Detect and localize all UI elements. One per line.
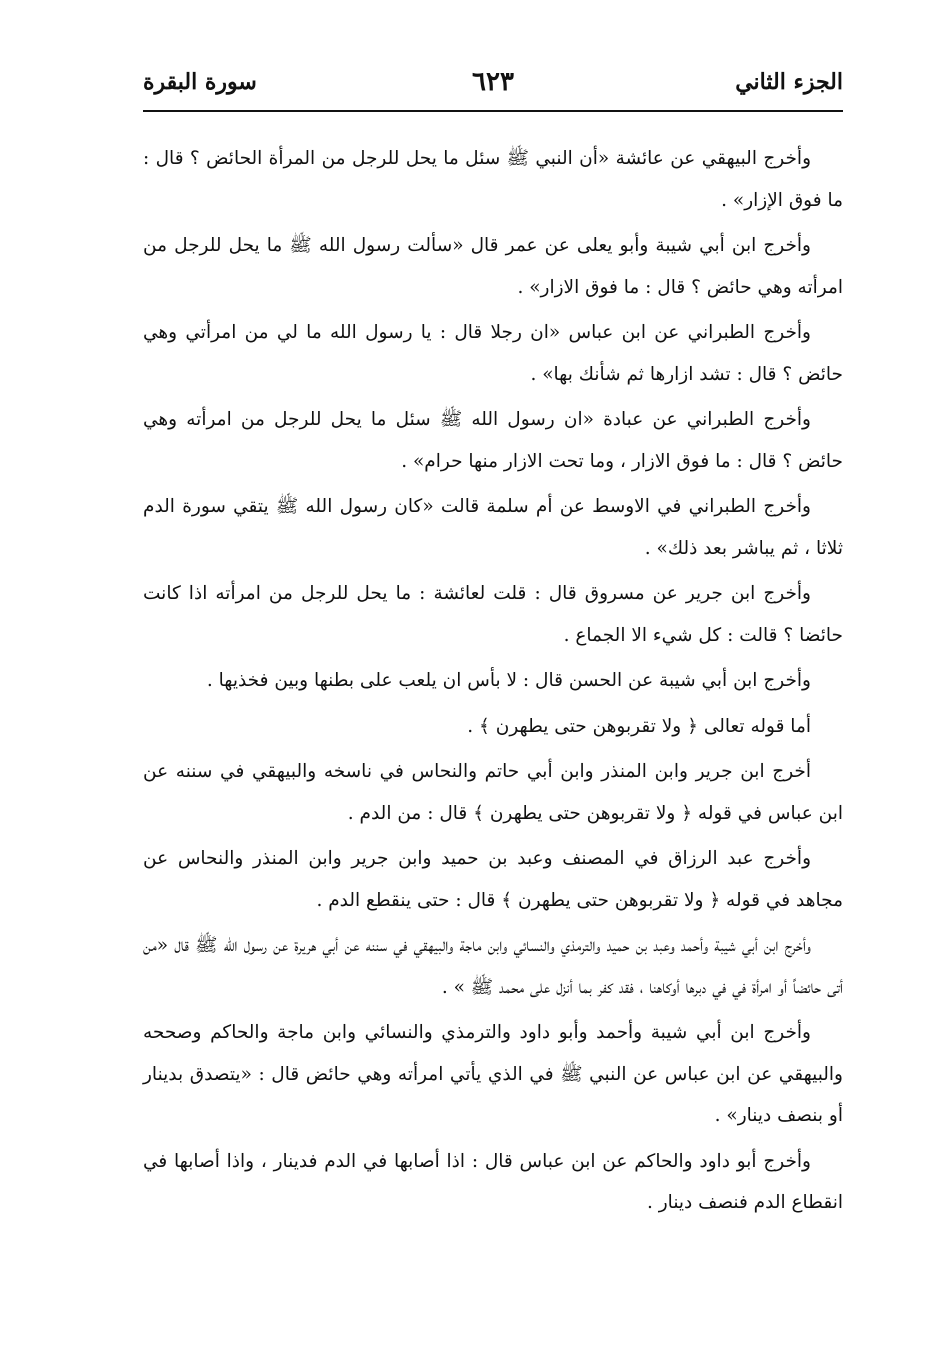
- paragraph: وأخرج عبد الرزاق في المصنف وعبد بن حميد وابن جرير وابن المنذر والنحاس عن مجاهد في قوله ﴿ ولا تقربوهن حتى يطهرن ﴾ قال : حتى ينقطع الدم .: [143, 848, 843, 911]
- paragraph: وأخرج البيهقي عن عائشة «أن النبي ﷺ سئل ما يحل للرجل من المرأة الحائض ؟ قال : ما فوق الإزار» .: [143, 148, 843, 211]
- surah-label: سورة البقرة: [143, 69, 257, 95]
- paragraph: وأخرج ابن أبي شيبة وأبو يعلى عن عمر قال «سألت رسول الله ﷺ ما يحل للرجل من امرأته وهي حائض ؟ قال : ما فوق الازار» .: [143, 235, 843, 298]
- paragraph: وأخرج ابن جرير عن مسروق قال : قلت لعائشة : ما يحل للرجل من امرأته اذا كانت حائضا ؟ قالت : كل شيء الا الجماع .: [143, 583, 843, 646]
- page-number: ٦٢٣: [472, 67, 514, 97]
- paragraph: أخرج ابن جرير وابن المنذر وابن أبي حاتم والنحاس في ناسخه والبيهقي في سننه عن ابن عباس في قوله ﴿ ولا تقربوهن حتى يطهرن ﴾ قال : من الدم .: [143, 761, 843, 824]
- paragraph: وأخرج الطبراني عن ابن عباس «ان رجلا قال : يا رسول الله ما لي من امرأتي وهي حائض ؟ قال : تشد ازارها ثم شأنك بها» .: [143, 322, 843, 385]
- paragraph: وأخرج ابن أبي شيبة عن الحسن قال : لا بأس ان يلعب على بطنها وبين فخذيها .: [206, 670, 811, 691]
- paragraph: وأخرج الطبراني في الاوسط عن أم سلمة قالت «كان رسول الله ﷺ يتقي سورة الدم ثلاثا ، ثم يباشر بعد ذلك» .: [143, 496, 843, 559]
- paragraph: أما قوله تعالى ﴿ ولا تقربوهن حتى يطهرن ﴾ .: [467, 715, 811, 737]
- paragraph: وأخرج ابن أبي شيبة وأحمد وعبد بن حميد والترمذي والنسائي وابن ماجة والبيهقي في سننه عن أبي هريرة عن رسول الله ﷺ قال «من أتى حائضاً أو امرأة في في دبرها أوكاهنا ، فقد كفر بما أنزل على محمد ﷺ » .: [143, 935, 843, 998]
- part-label: الجزء الثاني: [735, 69, 843, 95]
- paragraph: وأخرج أبو داود والحاكم عن ابن عباس قال : اذا أصابها في الدم فدينار ، واذا أصابها في انقطاع الدم فنصف دينار .: [143, 1150, 843, 1213]
- paragraph: وأخرج ابن أبي شيبة وأحمد وأبو داود والترمذي والنسائي وابن ماجة والحاكم وصححه والبيهقي عن ابن عباس عن النبي ﷺ في الذي يأتي امرأته وهي حائض قال : «يتصدق بدينار أو بنصف دينار» .: [143, 1022, 843, 1126]
- header-rule: [143, 110, 843, 112]
- paragraph: وأخرج الطبراني عن عبادة «ان رسول الله ﷺ سئل ما يحل للرجل من امرأته وهي حائض ؟ قال : ما فوق الازار ، وما تحت الازار منها حرام» .: [143, 409, 843, 472]
- page-body: [143, 138, 843, 1228]
- running-header: [143, 62, 843, 102]
